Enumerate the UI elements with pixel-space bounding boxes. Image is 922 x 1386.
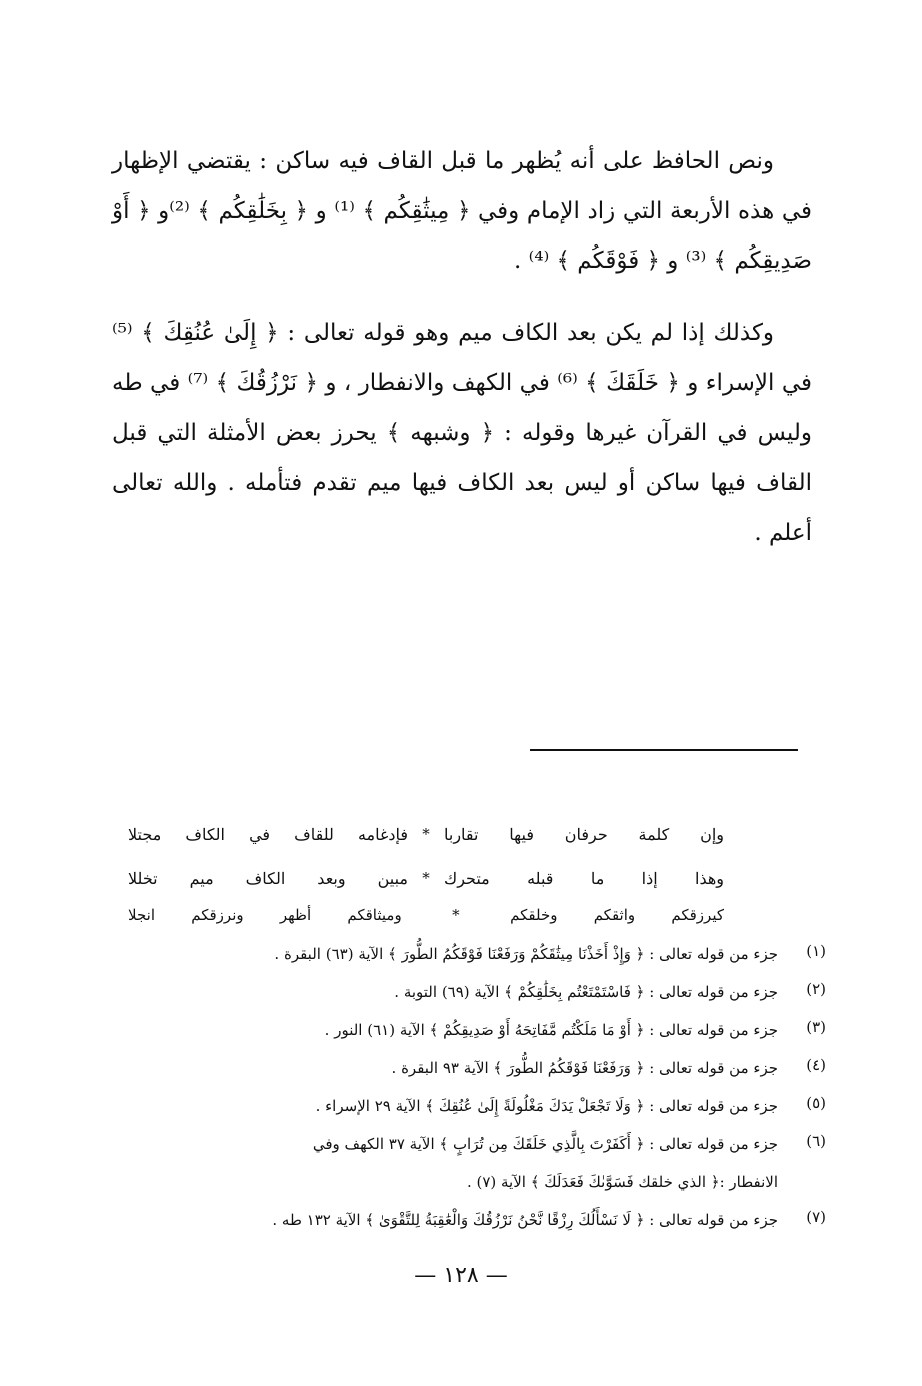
- hemistich-left: فإدغامه للقاف في الكاف مجتلا: [128, 824, 408, 844]
- verse-separator-star: *: [422, 825, 430, 843]
- footnote-number: (٥): [806, 1094, 826, 1112]
- footnote-text: جزء من قوله تعالى : ﴿ وَلَا تَجْعَلْ يَدَكَ مَغْلُولَةً إِلَىٰ عُنُقِكَ ﴾ الآية ٢٩ الإسراء .: [315, 1097, 778, 1115]
- verse-separator-star: *: [422, 869, 430, 887]
- poem-line: [128, 812, 724, 856]
- page-number: — ١٢٨ —: [414, 1263, 508, 1288]
- footnote-text: جزء من قوله تعالى : ﴿ لَا نَسْأَلُكَ رِزْقًا نَّحْنُ نَرْزُقُكَ وَالْعَٰقِبَةُ لِلتَّقْوَىٰ ﴾ الآية ١٣٢ طه .: [272, 1211, 778, 1229]
- footnote-text: جزء من قوله تعالى : ﴿ أَكَفَرْتَ بِالَّذِي خَلَقَكَ مِن تُرَابٍ ﴾ الآية ٣٧ الكهف وفي: [312, 1135, 778, 1153]
- poem-word: انجلا: [128, 906, 156, 924]
- poem-verses: [128, 812, 724, 930]
- paragraph: ونص الحافظ على أنه يُظهر ما قبل القاف فيه ساكن : يقتضي الإظهار في هذه الأربعة التي زاد الإمام وفي ﴿ مِيثَٰقِكُم ﴾ ⁽¹⁾ و ﴿ بِخَلَٰقِكُم ﴾ ⁽²⁾و ﴿ أَوْ صَدِيقِكُم ﴾ ⁽³⁾ و ﴿ فَوْقَكُم ﴾ ⁽⁴⁾ .: [112, 148, 812, 274]
- main-text: [112, 136, 812, 558]
- hemistich-right: وهذا إذا ما قبله متحرك: [444, 868, 724, 888]
- poem-word: ونرزقكم: [191, 906, 244, 924]
- footnote: [128, 1201, 826, 1239]
- footnote-number: (٣): [806, 1018, 826, 1036]
- hemistich-left: مبين وبعد الكاف ميم تخللا: [128, 868, 408, 888]
- poem-word-list: [128, 900, 724, 930]
- footnote-text: جزء من قوله تعالى : ﴿ وَرَفَعْنَا فَوْقَكُمُ الطُّورَ ﴾ الآية ٩٣ البقرة .: [391, 1059, 778, 1077]
- footnote-text: جزء من قوله تعالى : ﴿ أَوْ مَا مَلَكْتُم مَّفَاتِحَهُ أَوْ صَدِيقِكُمْ ﴾ الآية (٦١) النور .: [324, 1021, 778, 1039]
- footnote-text: جزء من قوله تعالى : ﴿ وَإِذْ أَخَذْنَا مِيثَٰقَكُمْ وَرَفَعْنَا فَوْقَكُمُ الطُّورَ ﴾ الآية (٦٣) البقرة .: [274, 945, 778, 963]
- poem-word: أظهر: [279, 906, 312, 924]
- footnote-number: (٢): [806, 980, 826, 998]
- poem-word: وميثاقكم: [347, 906, 402, 924]
- footnote-text-block: [128, 1125, 778, 1201]
- footnote-number: (٤): [806, 1056, 826, 1074]
- poem-word: وخلقكم: [510, 906, 558, 924]
- hemistich-right: وإن كلمة حرفان فيها تقاربا: [444, 824, 724, 844]
- footnote-continuation: الانفطار :﴿ الذي خلقك فَسَوَّىٰكَ فَعَدَلَكَ ﴾ الآية (٧) .: [466, 1173, 778, 1191]
- footnote: [128, 1125, 826, 1201]
- footnote: [128, 973, 826, 1011]
- poem-line: [128, 856, 724, 900]
- footnote-divider: [530, 749, 798, 751]
- footnote: [128, 1087, 826, 1125]
- verse-separator-star: *: [452, 906, 460, 924]
- poem-word: واثقكم: [593, 906, 636, 924]
- footnote-number: (١): [806, 942, 826, 960]
- footnote: [128, 1049, 826, 1087]
- footnote-number: (٦): [806, 1132, 826, 1150]
- footnote: [128, 935, 826, 973]
- footnote: [128, 1011, 826, 1049]
- footnote-text: جزء من قوله تعالى : ﴿ فَاسْتَمْتَعْتُم بِخَلَٰقِكُمْ ﴾ الآية (٦٩) التوبة .: [394, 983, 778, 1001]
- footnote-number: (٧): [806, 1208, 826, 1226]
- poem-word: كيرزقكم: [671, 906, 724, 924]
- footnotes: [128, 935, 826, 1239]
- paragraph: وكذلك إذا لم يكن بعد الكاف ميم وهو قوله تعالى : ﴿ إِلَىٰ عُنُقِكَ ﴾ ⁽⁵⁾ في الإسراء و ﴿ خَلَقَكَ ﴾ ⁽⁶⁾ في الكهف والانفطار ، و ﴿ نَرْزُقُكَ ﴾ ⁽⁷⁾ في طه وليس في القرآن غيرها وقوله : ﴿ وشبهه ﴾ يحرز بعض الأمثلة التي قبل القاف فيها ساكن أو ليس بعد الكاف فيها ميم تقدم فتأمله . والله تعالى أعلم .: [112, 320, 812, 546]
